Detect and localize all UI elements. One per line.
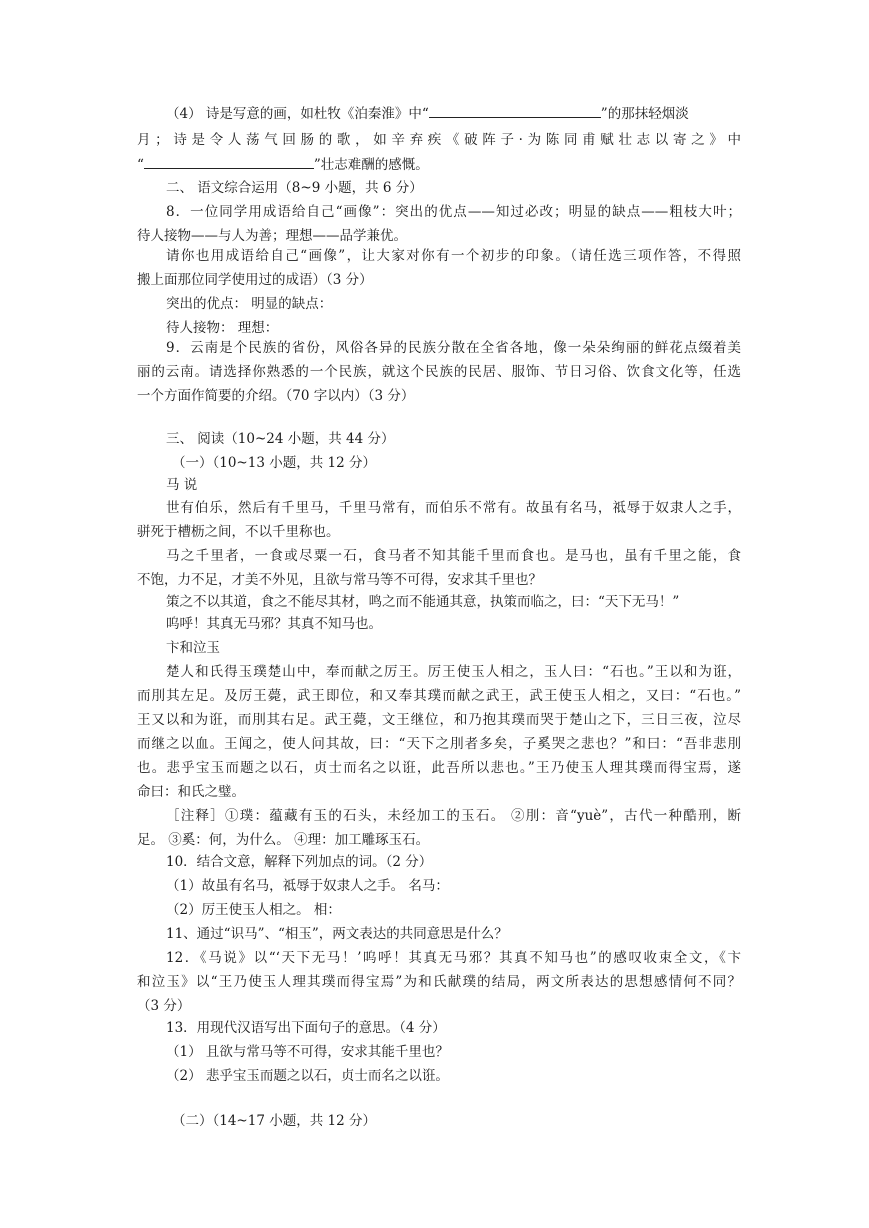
answer-blank[interactable]: [429, 105, 601, 118]
q7-4-text-b: ”的那抹轻烟淡: [600, 106, 689, 122]
q7-4-text-a: （4） 诗是写意的画，如杜牧《泊秦淮》中“: [166, 106, 429, 122]
text1-para3: 策之不以其道，食之不能尽其材，鸣之而不能通其意，执策而临之，曰：“天下无马！”: [166, 594, 680, 610]
text2-line5: 也。悲乎宝玉而题之以石，贞士而名之以诳，此吾所以悲也。”王乃使玉人理其璞而得宝焉，遂: [137, 760, 741, 776]
q8-fields-line1: 突出的优点： 明显的缺点：: [166, 296, 333, 312]
part-1-title: （一）（10~13 小题，共 12 分）: [172, 455, 376, 471]
q7-4-text-c: “: [137, 157, 144, 173]
section-2-title: 二、 语文综合运用（8~9 小题，共 6 分）: [166, 180, 423, 196]
q7-4-text-d: ”壮志难酬的感慨。: [313, 157, 429, 173]
notes-line1: ［注释］①璞：蕴藏有玉的石头，未经加工的玉石。 ②刖：音“yuè”，古代一种酷刑，断: [166, 808, 741, 824]
q8-para1-line1: 8．一位同学用成语给自己“画像”：突出的优点——知过必改；明显的缺点——粗枝大叶；: [166, 204, 741, 220]
q10-item-1: （1）故虽有名马，祗辱于奴隶人之手。 名马：: [166, 878, 449, 894]
text2-line3: 王又以和为诳，而刖其右足。武王薨，文王继位，和乃抱其璞而哭于楚山之下，三日三夜，泣尽: [137, 712, 741, 728]
q8-para2-line2: 搬上面那位同学使用过的成语）（3 分）: [137, 272, 373, 288]
q9-line3: 一个方面作简要的介绍。（70 字以内）（3 分）: [137, 388, 415, 404]
q12-line3: （3 分）: [137, 998, 191, 1014]
text2-line6: 命曰：和氏之璧。: [137, 784, 245, 800]
text1-title: 马 说: [166, 477, 198, 493]
q10-item-2: （2）厉王使玉人相之。 相：: [166, 902, 341, 918]
q12-line2: 和泣玉》以“王乃使玉人理其璞而得宝焉”为和氏献璞的结局，两文所表达的思想感情何不同？: [137, 974, 741, 990]
q7-4-line3: [137, 156, 741, 173]
part-2-title: （二）（14~17 小题，共 12 分）: [172, 1113, 376, 1129]
q7-4-line1: [166, 105, 741, 122]
q13-item-2: （2） 悲乎宝玉而题之以石，贞士而名之以诳。: [166, 1068, 449, 1084]
q10-stem: 10．结合文意，解释下列加点的词。（2 分）: [166, 854, 433, 870]
q13-stem: 13．用现代汉语写出下面句子的意思。（4 分）: [166, 1020, 446, 1036]
q9-line1: 9．云南是个民族的省份，风俗各异的民族分散在全省各地，像一朵朵绚丽的鲜花点缀着美: [166, 340, 741, 356]
text1-para1-line1: 世有伯乐，然后有千里马，千里马常有，而伯乐不常有。故虽有名马，祗辱于奴隶人之手，: [166, 500, 741, 516]
q9-line2: 丽的云南。请选择你熟悉的一个民族，就这个民族的民居、服饰、节日习俗、饮食文化等，任选: [137, 364, 741, 380]
section-3-title: 三、 阅读（10~24 小题，共 44 分）: [166, 431, 395, 447]
text2-line4: 而继之以血。王闻之，使人问其故，曰：“天下之刖者多矣，子奚哭之悲也？”和曰：“吾非悲刖: [137, 736, 741, 752]
q7-4-line2: 月；诗是令人荡气回肠的歌，如辛弃疾《破阵子·为陈同甫赋壮志以寄之》中: [137, 132, 741, 148]
q12-line1: 12．《马说》以“‘天下无马！’呜呼！其真无马邪？其真不知马也”的感叹收束全文，《卞: [166, 950, 741, 966]
text1-para4: 呜呼！其真无马邪？其真不知马也。: [166, 616, 382, 632]
q11: 11、通过“识马”、“相玉”，两文表达的共同意思是什么？: [166, 926, 508, 942]
q13-item-1: （1） 且欲与常马等不可得，安求其能千里也？: [166, 1044, 449, 1060]
text1-para2-line2: 不饱，力不足，才美不外见，且欲与常马等不可得，安求其千里也？: [137, 572, 542, 588]
text2-title: 卞和泣玉: [166, 640, 220, 656]
answer-blank[interactable]: [144, 156, 314, 169]
text1-para1-line2: 骈死于槽枥之间，不以千里称也。: [137, 524, 340, 540]
q8-para1-line2: 待人接物——与人为善；理想——品学兼优。: [137, 228, 407, 244]
q8-fields-line2: 待人接物： 理想：: [166, 320, 279, 336]
text1-para2-line1: 马之千里者，一食或尽粟一石，食马者不知其能千里而食也。是马也，虽有千里之能，食: [166, 548, 741, 564]
notes-line2: 足。 ③奚：何，为什么。 ④理：加工雕琢玉石。: [137, 832, 430, 848]
q8-para2-line1: 请你也用成语给自己“画像”，让大家对你有一个初步的印象。（请任选三项作答，不得照: [166, 248, 741, 264]
text2-line1: 楚人和氏得玉璞楚山中，奉而献之厉王。厉王使玉人相之，玉人曰：“石也。”王以和为诳，: [166, 664, 741, 680]
text2-line2: 而刖其左足。及厉王薨，武王即位，和又奉其璞而献之武王，武王使玉人相之，又曰：“石也。”: [137, 688, 741, 704]
